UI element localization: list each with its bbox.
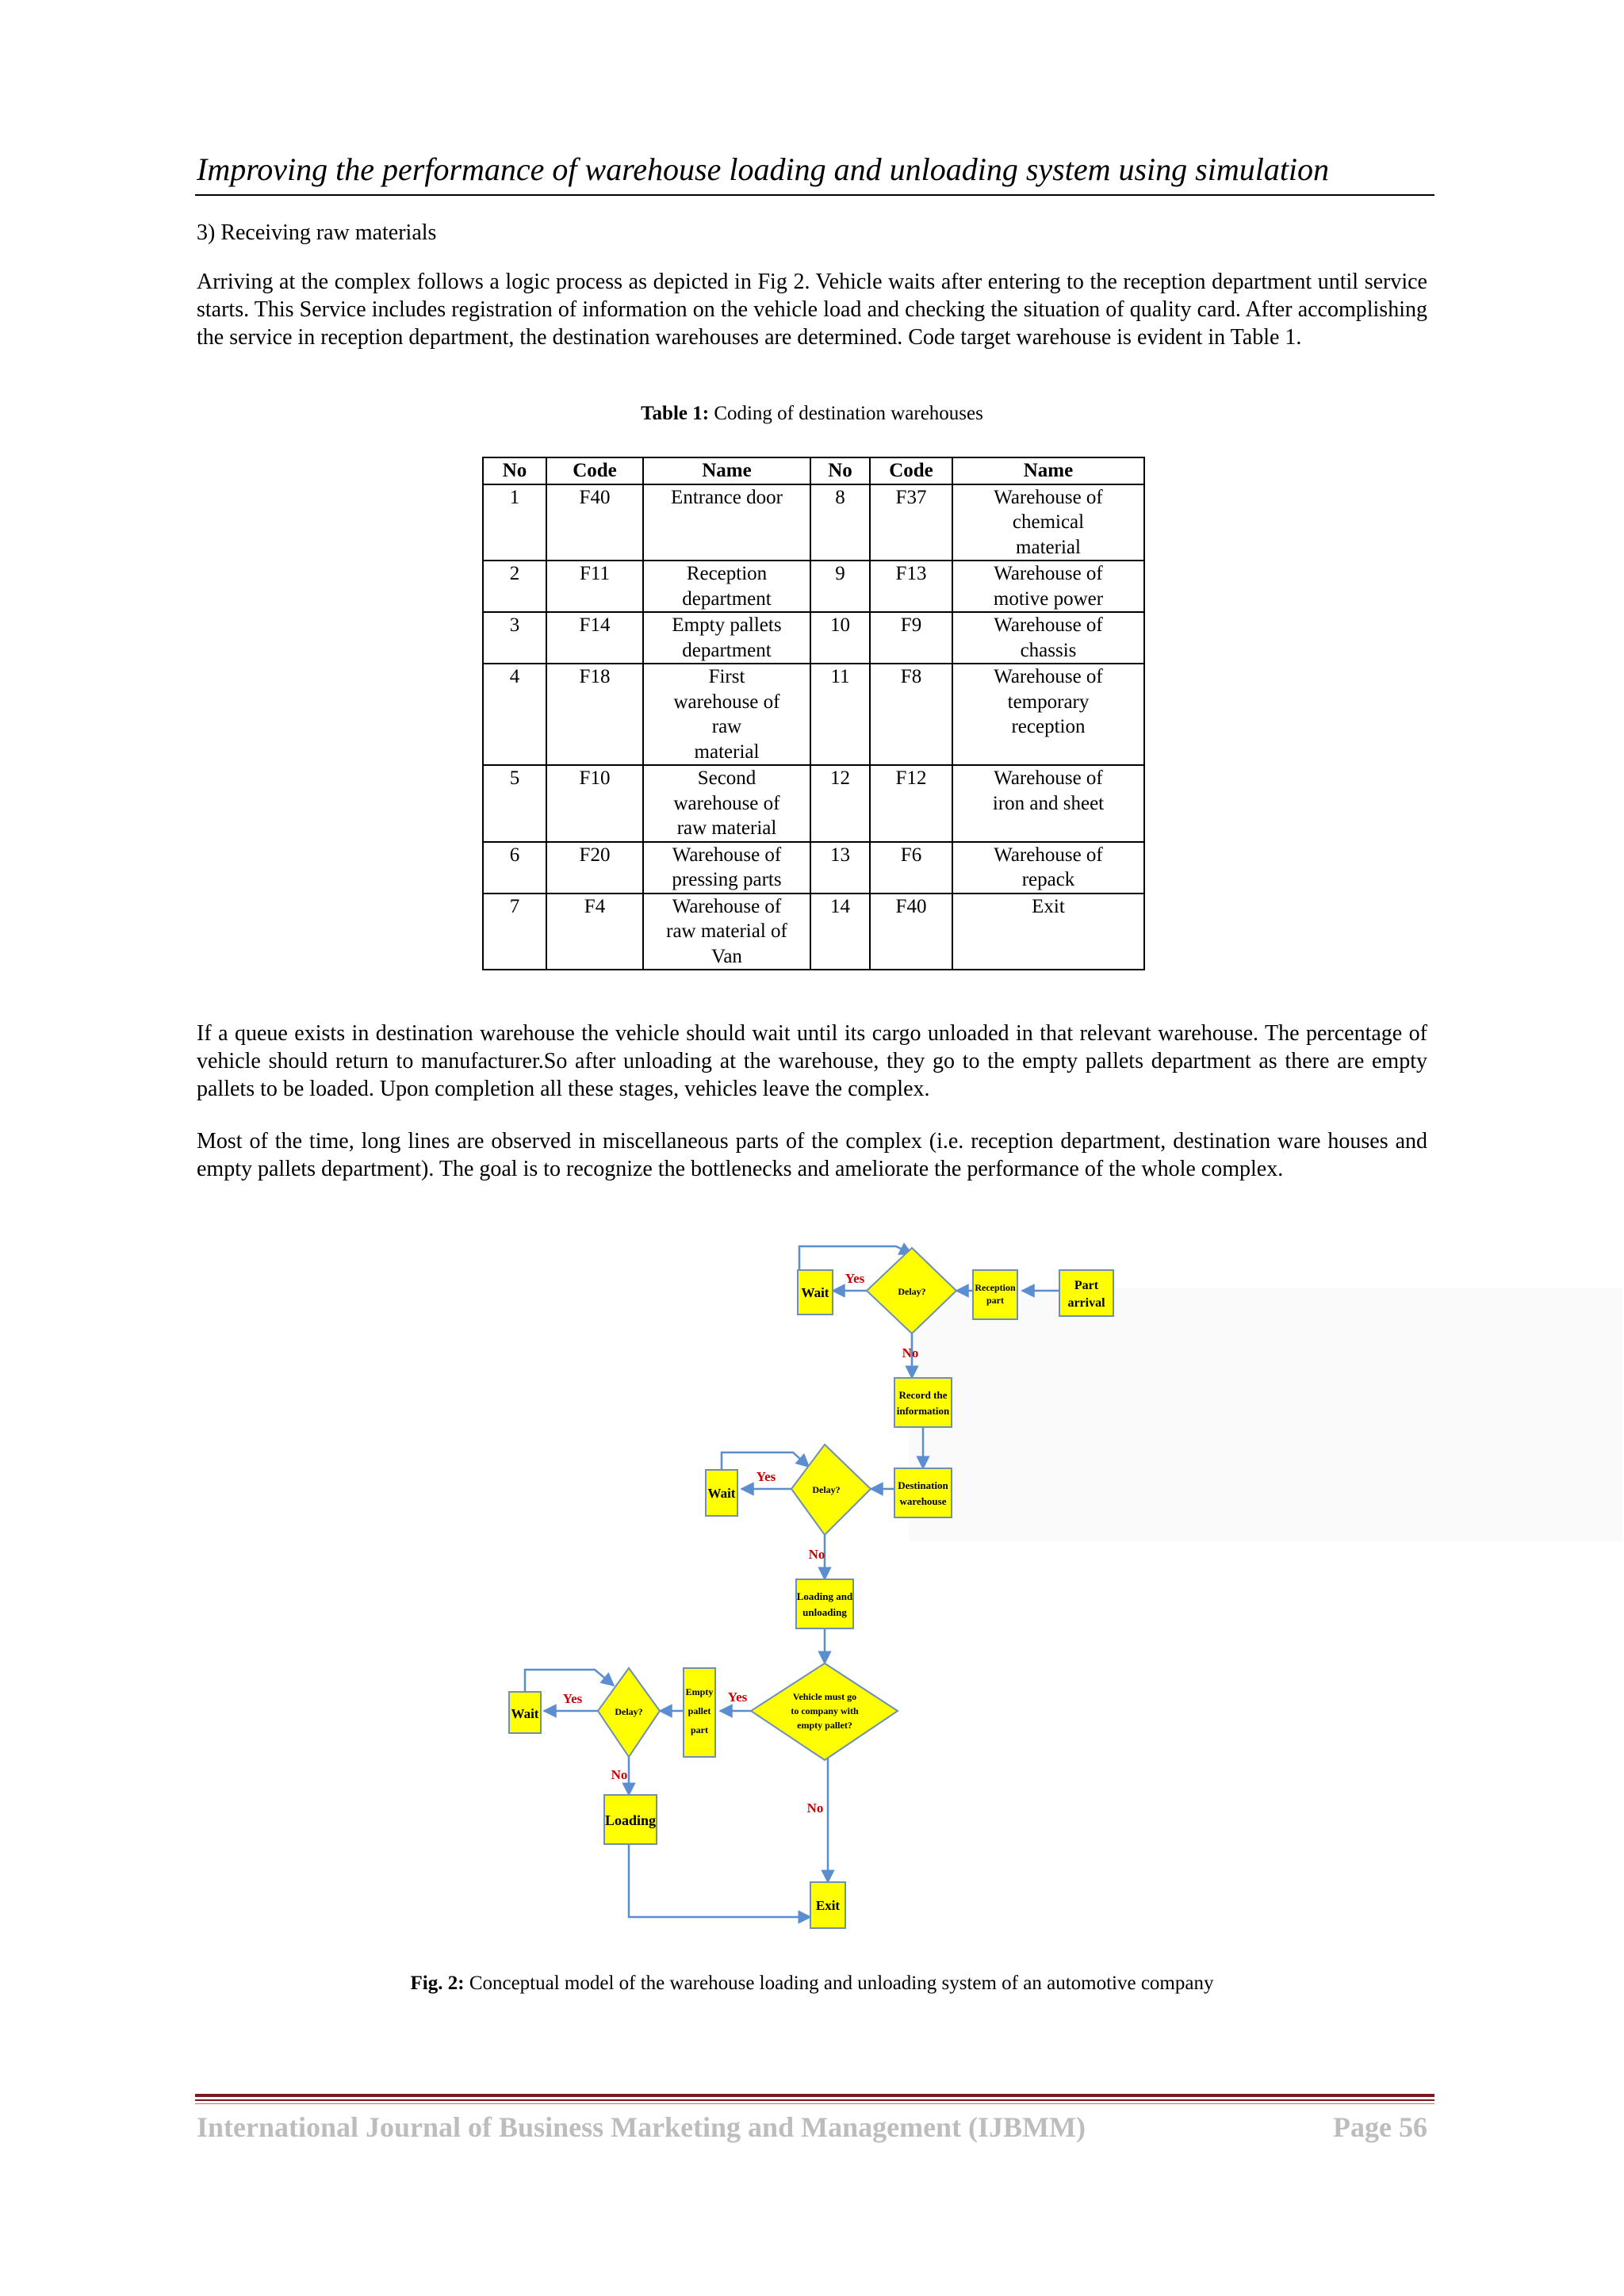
cell-no-2: 10 — [810, 612, 870, 664]
yes3-label: Yes — [727, 1689, 748, 1705]
cell-name-line: raw material of — [666, 920, 787, 942]
footer-page-number: Page 56 — [1333, 2111, 1427, 2143]
cell-code: F18 — [546, 664, 643, 765]
part-arrival-label: Part arrival — [1067, 1279, 1105, 1310]
table-caption — [0, 403, 1624, 425]
cell-no-2: 9 — [810, 561, 870, 612]
no1-label: No — [902, 1345, 919, 1360]
cell-code: F14 — [546, 612, 643, 664]
table-header-row — [483, 457, 1144, 484]
cell-name — [643, 664, 810, 765]
cell-no-2: 14 — [810, 894, 870, 970]
cell-no-2: 8 — [810, 484, 870, 561]
cell-name-line: Van — [711, 945, 742, 967]
yes4-label: Yes — [562, 1691, 583, 1706]
col-header-name: Name — [643, 457, 810, 484]
table-row — [483, 561, 1144, 612]
cell-name-line: Second — [697, 767, 756, 789]
cell-name-line: warehouse of — [673, 792, 780, 814]
reception-part-label: Reception part — [975, 1282, 1016, 1306]
empty-pallet-label: Empty pallet part — [685, 1686, 714, 1735]
no4-label: No — [611, 1767, 628, 1782]
vehicle-decision-label: Vehicle must go to company with empty pallet? — [791, 1691, 859, 1731]
cell-name-line: material — [694, 740, 760, 763]
cell-name-line: First — [708, 666, 745, 687]
cell-name-2-line: repack — [1021, 869, 1075, 890]
col-header-no-2: No — [810, 457, 870, 484]
record-info-label: Record the information — [896, 1389, 950, 1417]
table-row — [483, 664, 1144, 765]
col-header-no: No — [483, 457, 546, 484]
col-header-name-2: Name — [952, 457, 1144, 484]
cell-name-line: department — [682, 587, 772, 610]
figure-caption-label: Fig. 2: — [410, 1973, 465, 1994]
cell-name-line: department — [682, 639, 772, 661]
record-info-box — [894, 1378, 952, 1427]
cell-name-line: Reception — [686, 563, 768, 584]
cell-name-2 — [952, 561, 1144, 612]
cell-code-2: F37 — [870, 484, 952, 561]
paragraph-arrival-process: Arriving at the complex follows a logic process as depicted in Fig 2. Vehicle waits after entering to the reception department until service starts. This Service includes registration of information on the vehicle load and checking the situation of quality card. After accomplishing the service in reception department, the destination warehouses are determined. Code target warehouse is evident in Table 1. — [197, 270, 1427, 350]
cell-name — [643, 612, 810, 664]
cell-name-2-line: temporary — [1007, 691, 1090, 713]
cell-code: F40 — [546, 484, 643, 561]
cell-name-line: raw — [711, 716, 742, 737]
figure-caption-text: Conceptual model of the warehouse loading and unloading system of an automotive company — [464, 1973, 1214, 1994]
cell-code-2: F8 — [870, 664, 952, 765]
table-row — [483, 612, 1144, 664]
cell-name-2 — [952, 612, 1144, 664]
cell-no: 7 — [483, 894, 546, 970]
col-header-code-2: Code — [870, 457, 952, 484]
cell-name-line: Warehouse of — [672, 844, 782, 866]
delay1-label: Delay? — [898, 1286, 926, 1297]
cell-code-2: F9 — [870, 612, 952, 664]
arrow-wait3-loop — [525, 1670, 614, 1692]
yes2-label: Yes — [756, 1469, 776, 1484]
cell-name-2-line: motive power — [993, 587, 1104, 610]
cell-code: F20 — [546, 842, 643, 894]
cell-code: F10 — [546, 765, 643, 842]
section-heading: 3) Receiving raw materials — [197, 220, 437, 245]
cell-code-2: F12 — [870, 765, 952, 842]
cell-no-2: 13 — [810, 842, 870, 894]
paragraph-bottlenecks: Most of the time, long lines are observed in miscellaneous parts of the complex (i.e. reception department, destination ware houses and empty pallets department). The goal is to recognize the bottlenecks and ameliorate the performance of the whole complex. — [197, 1129, 1427, 1181]
cell-code-2: F6 — [870, 842, 952, 894]
cell-no: 6 — [483, 842, 546, 894]
cell-name-2-line: chassis — [1020, 639, 1077, 661]
flowchart-diagram — [0, 1237, 1624, 1950]
cell-name-2-line: chemical — [1012, 511, 1085, 533]
cell-name — [643, 484, 810, 561]
loading-unloading-label: Loading and unloading — [796, 1590, 853, 1618]
cell-name — [643, 561, 810, 612]
cell-name-line: Warehouse of — [672, 895, 782, 917]
loading-label: Loading — [604, 1812, 657, 1828]
delay3-label: Delay? — [615, 1706, 643, 1717]
exit-label: Exit — [815, 1898, 841, 1913]
cell-name-2 — [952, 664, 1144, 765]
running-header-title: Improving the performance of warehouse loading and unloading system using simulation — [197, 151, 1330, 187]
footer-rule-2 — [195, 2099, 1434, 2101]
cell-name-line: Empty pallets — [672, 614, 782, 636]
table-caption-label: Table 1: — [641, 403, 710, 424]
cell-name — [643, 765, 810, 842]
table-row — [483, 842, 1144, 894]
footer-journal-name: International Journal of Business Marketing and Management (IJBMM) — [197, 2111, 1086, 2143]
figure-caption — [0, 1973, 1624, 1995]
cell-name-line: warehouse of — [673, 691, 780, 713]
cell-name-2-line: iron and sheet — [992, 792, 1105, 814]
loading-unloading-box — [796, 1579, 853, 1628]
cell-name — [643, 842, 810, 894]
cell-name-2 — [952, 894, 1144, 970]
warehouse-code-table — [482, 457, 1145, 970]
delay2-label: Delay? — [812, 1484, 841, 1495]
wait1-label: Wait — [801, 1285, 829, 1300]
cell-name-2-line: reception — [1011, 716, 1086, 737]
cell-name-line: Entrance door — [671, 486, 783, 508]
cell-no-2: 12 — [810, 765, 870, 842]
footer-rule-3 — [195, 2103, 1434, 2104]
wait3-label: Wait — [511, 1706, 539, 1721]
cell-name-2 — [952, 842, 1144, 894]
paragraph-queue: If a queue exists in destination warehouse the vehicle should wait until its cargo unloaded in that relevant warehouse. The percentage of vehicle should return to manufacturer.So after unloading at the warehouse, they go to the empty pallets department as there are empty pallets to be loaded. Upon completion all these stages, vehicles leave the complex. — [197, 1021, 1427, 1101]
cell-no: 4 — [483, 664, 546, 765]
cell-no-2: 11 — [810, 664, 870, 765]
cell-name-2-line: Warehouse of — [994, 614, 1103, 636]
cell-code-2: F13 — [870, 561, 952, 612]
cell-name-2-line: material — [1016, 536, 1081, 558]
cell-no: 5 — [483, 765, 546, 842]
table-caption-text: Coding of destination warehouses — [709, 403, 983, 424]
cell-name-2-line: Exit — [1032, 895, 1065, 917]
no2-label: No — [808, 1547, 825, 1562]
cell-name-line: raw material — [676, 817, 777, 839]
cell-no: 3 — [483, 612, 546, 664]
footer-rule — [195, 2094, 1434, 2097]
cell-code: F4 — [546, 894, 643, 970]
cell-name-2 — [952, 765, 1144, 842]
col-header-code: Code — [546, 457, 643, 484]
table-row — [483, 484, 1144, 561]
wait2-label: Wait — [707, 1486, 736, 1501]
table-row — [483, 765, 1144, 842]
yes1-label: Yes — [845, 1271, 865, 1286]
cell-no: 1 — [483, 484, 546, 561]
cell-name-2-line: Warehouse of — [994, 666, 1103, 687]
header-rule — [195, 194, 1434, 196]
cell-name-2-line: Warehouse of — [994, 486, 1103, 508]
cell-name-2 — [952, 484, 1144, 561]
destination-warehouse-label: Destination warehouse — [898, 1479, 948, 1507]
cell-name-2-line: Warehouse of — [994, 767, 1103, 789]
cell-name — [643, 894, 810, 970]
arrow-wait2-loop — [722, 1452, 809, 1470]
cell-no: 2 — [483, 561, 546, 612]
cell-code: F11 — [546, 561, 643, 612]
destination-warehouse-box — [894, 1468, 952, 1517]
cell-name-line: pressing parts — [672, 869, 782, 890]
table-row — [483, 894, 1144, 970]
cell-name-2-line: Warehouse of — [994, 563, 1103, 584]
no3-label: No — [806, 1800, 824, 1816]
cell-name-2-line: Warehouse of — [994, 844, 1103, 866]
cell-code-2: F40 — [870, 894, 952, 970]
